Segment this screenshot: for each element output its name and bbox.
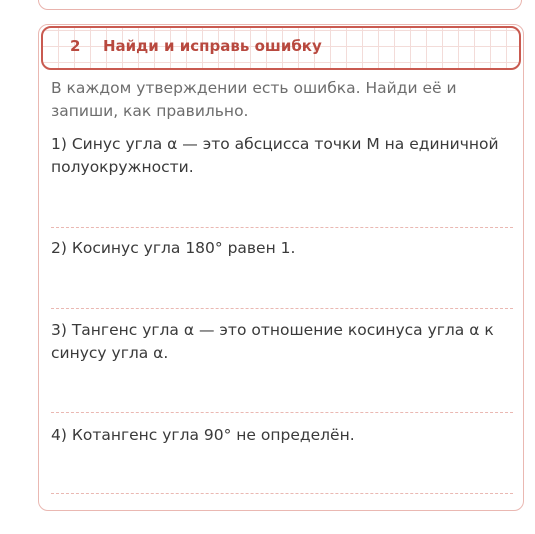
- answer-line-1[interactable]: [51, 227, 513, 228]
- task-number: 2: [70, 37, 81, 55]
- answer-line-3[interactable]: [51, 412, 513, 413]
- statement-2: 2) Косинус угла 180° равен 1.: [51, 239, 296, 257]
- task-card: [38, 24, 524, 511]
- statement-1: 1) Синус угла α — это абсцисса точки M на единичной полуокружности.: [51, 135, 499, 176]
- answer-line-2[interactable]: [51, 308, 513, 309]
- task-instruction: В каждом утверждении есть ошибка. Найди её и запиши, как правильно.: [51, 79, 457, 120]
- answer-line-4[interactable]: [51, 493, 513, 494]
- statement-3: 3) Тангенс угла α — это отношение косинуса угла α к синусу угла α.: [51, 321, 494, 362]
- statement-4: 4) Котангенс угла 90° не определён.: [51, 426, 355, 444]
- task-title: Найди и исправь ошибку: [103, 37, 322, 55]
- previous-task-card: [38, 0, 522, 10]
- task-header: [41, 26, 521, 70]
